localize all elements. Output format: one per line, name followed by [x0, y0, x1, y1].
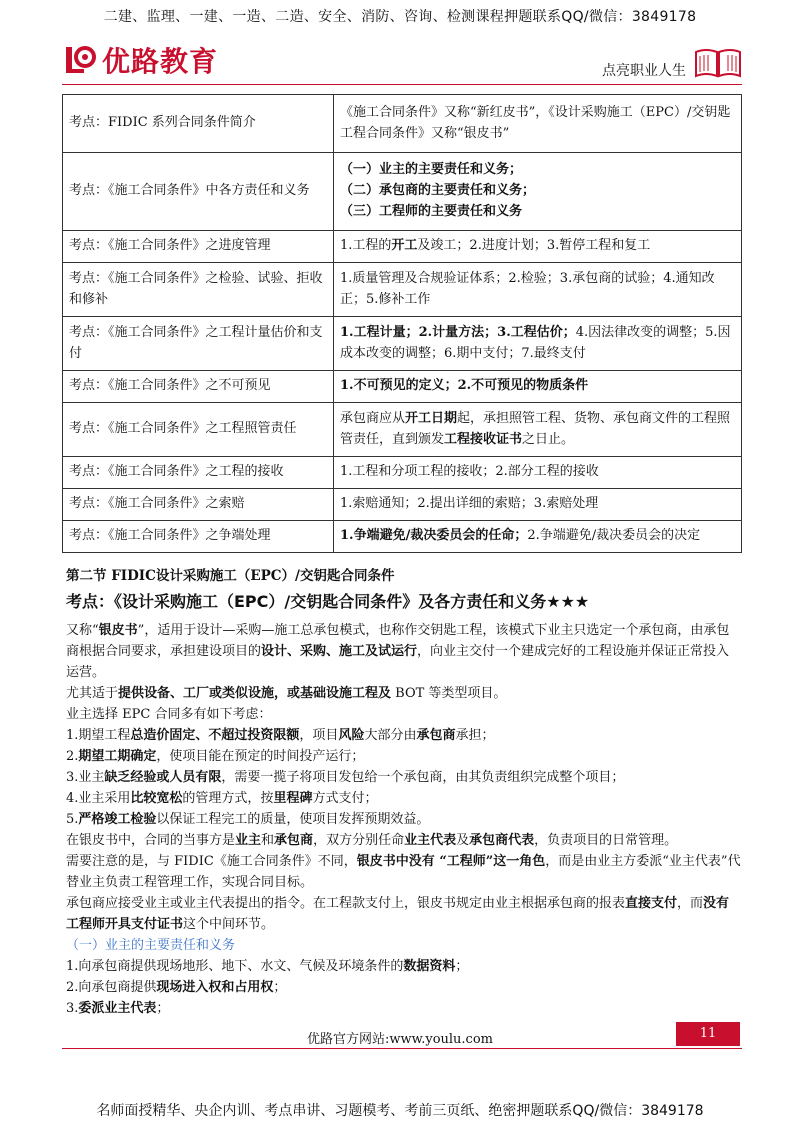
text: 2.争端避免/裁决委员会的决定 [527, 528, 701, 544]
section-title: 第二节 FIDIC设计采购施工（EPC）/交钥匙合同条件 [66, 568, 395, 584]
table-row [63, 263, 742, 317]
paragraph: 承包商应接受业主或业主代表提出的指令。在工程款支付上，银皮书规定由业主根据承包商的报表直接支付，而没有工程师开具支付证书这个中间环节。 [66, 896, 730, 932]
table-cell: 《施工合同条件》又称“新红皮书”，《设计采购施工（EPC）/交钥匙工程合同条件》又称“银皮书” [334, 95, 742, 153]
bottom-banner: 名师面授精华、央企内训、考点串讲、习题模考、考前三页纸、绝密押题联系QQ/微信：3849178 [96, 1103, 704, 1119]
list-item: 5.严格竣工检验以保证工程完工的质量，使项目发挥预期效益。 [66, 812, 430, 827]
table-cell: 考点：《施工合同条件》之不可预见 [63, 371, 334, 403]
table-cell: 考点：《施工合同条件》中各方责任和义务 [63, 153, 334, 231]
footer-rule [62, 1048, 742, 1049]
table-cell: 1.工程和分项工程的接收；2.部分工程的接收 [334, 457, 742, 489]
logo-icon [62, 43, 96, 77]
paragraph: 尤其适于提供设备、工厂或类似设施，或基础设施工程及 BOT 等类型项目。 [66, 686, 507, 701]
text: 及竣工；2.进度计划；3.暂停工程和复工 [417, 238, 651, 254]
sub-heading: （一）业主的主要责任和义务 [66, 938, 236, 953]
main-content [66, 566, 742, 1019]
table-cell: 1.质量管理及合规验证体系；2.检验；3.承包商的试验；4.通知改正；5.修补工作 [334, 263, 742, 317]
text-bold: 开工日期 [405, 410, 458, 426]
table-row [63, 231, 742, 263]
list-item: 4.业主采用比较宽松的管理方式，按里程碑方式支付； [66, 791, 378, 806]
logo-text: 优路教育 [102, 45, 219, 78]
table-row [63, 153, 742, 231]
list-item: 3.业主缺乏经验或人员有限，需要一揽子将项目发包给一个承包商，由其负责组织完成整个项目； [66, 770, 625, 785]
table-cell [334, 317, 742, 371]
list-item: （三）工程师的主要责任和义务 [340, 203, 523, 219]
logo [62, 40, 218, 80]
text-bold: 开工 [391, 238, 418, 254]
text: 1.工程的 [340, 238, 392, 254]
table-cell: 考点：《施工合同条件》之索赔 [63, 489, 334, 521]
page-number: 11 [676, 1022, 740, 1046]
table-cell: 考点：《施工合同条件》之进度管理 [63, 231, 334, 263]
paragraph: 业主选择 EPC 合同多有如下考虑： [66, 707, 272, 722]
paragraph: 又称“银皮书”，适用于设计—采购—施工总承包模式，也称作交钥匙工程，该模式下业主只选定一个承包商，由承包商根据合同要求，承担建设项目的设计、采购、施工及试运行，向业主交付一个建成完好的工程设施并保证正常投入运营。 [66, 623, 730, 680]
list-item: 2.期望工期确定，使项目能在预定的时间投产运行； [66, 749, 365, 764]
table-cell [334, 153, 742, 231]
key-points-table [62, 94, 742, 553]
table-cell [334, 231, 742, 263]
table-row [63, 317, 742, 371]
list-item: （一）业主的主要责任和义务； [340, 162, 523, 178]
table-cell [334, 521, 742, 553]
text: 承包商应从 [340, 410, 406, 426]
table-row [63, 521, 742, 553]
table-cell: 考点：《施工合同条件》之工程照管责任 [63, 403, 334, 457]
list-item: 1.向承包商提供现场地形、地下、水文、气候及环境条件的数据资料； [66, 959, 469, 974]
table-row [63, 489, 742, 521]
table-cell: 1.索赔通知；2.提出详细的索赔；3.索赔处理 [334, 489, 742, 521]
text: 之日止。 [522, 431, 575, 447]
slogan: 点亮职业人生 [602, 63, 686, 79]
list-item: 2.向承包商提供现场进入权和占用权； [66, 980, 287, 995]
table-cell: 考点：FIDIC 系列合同条件简介 [63, 95, 334, 153]
paragraph: 在银皮书中，合同的当事方是业主和承包商，双方分别任命业主代表及承包商代表，负责项目的日常管理。 [66, 833, 678, 848]
table-row [63, 95, 742, 153]
header-rule [62, 84, 742, 85]
text: 起，承担照管工程、货物、承包商文件的工程照管责任，直到颁发 [340, 410, 731, 447]
table-row [63, 403, 742, 457]
table-row [63, 457, 742, 489]
text-bold: 1.争端避免/裁决委员会的任命； [340, 528, 528, 544]
footer-site: 优路官方网站:www.youlu.com [307, 1032, 493, 1047]
list-item: 1.期望工程总造价固定、不超过投资限额，项目风险大部分由承包商承担； [66, 728, 495, 743]
table-cell: 1.不可预见的定义；2.不可预见的物质条件 [334, 371, 742, 403]
list-item: （二）承包商的主要责任和义务； [340, 183, 536, 199]
table-cell: 考点：《施工合同条件》之工程的接收 [63, 457, 334, 489]
table-cell: 考点：《施工合同条件》之工程计量估价和支付 [63, 317, 334, 371]
table-cell: 考点：《施工合同条件》之检验、试验、拒收和修补 [63, 263, 334, 317]
table-row [63, 371, 742, 403]
text: 4.因法律改变的调整；5.因成本改变的调整；6.期中支付；7.最终支付 [340, 324, 731, 361]
paragraph: 需要注意的是，与 FIDIC《施工合同条件》不同，银皮书中没有 “工程师”这一角色，而是由业主方委派“业主代表”代替业主负责工程管理工作，实现合同目标。 [66, 854, 741, 890]
book-icon [694, 46, 742, 78]
text-bold: 1.工程计量；2.计量方法；3.工程估价； [340, 324, 576, 340]
text-bold: 工程接收证书 [444, 431, 523, 447]
list-item: 3.委派业主代表； [66, 1001, 170, 1016]
top-banner: 二建、监理、一建、一造、二造、安全、消防、咨询、检测课程押题联系QQ/微信：3849178 [103, 9, 697, 25]
table-cell [334, 403, 742, 457]
table-cell: 考点：《施工合同条件》之争端处理 [63, 521, 334, 553]
header [62, 38, 742, 82]
key-point-title: 考点：《设计采购施工（EPC）/交钥匙合同条件》及各方责任和义务★★★ [66, 592, 590, 611]
